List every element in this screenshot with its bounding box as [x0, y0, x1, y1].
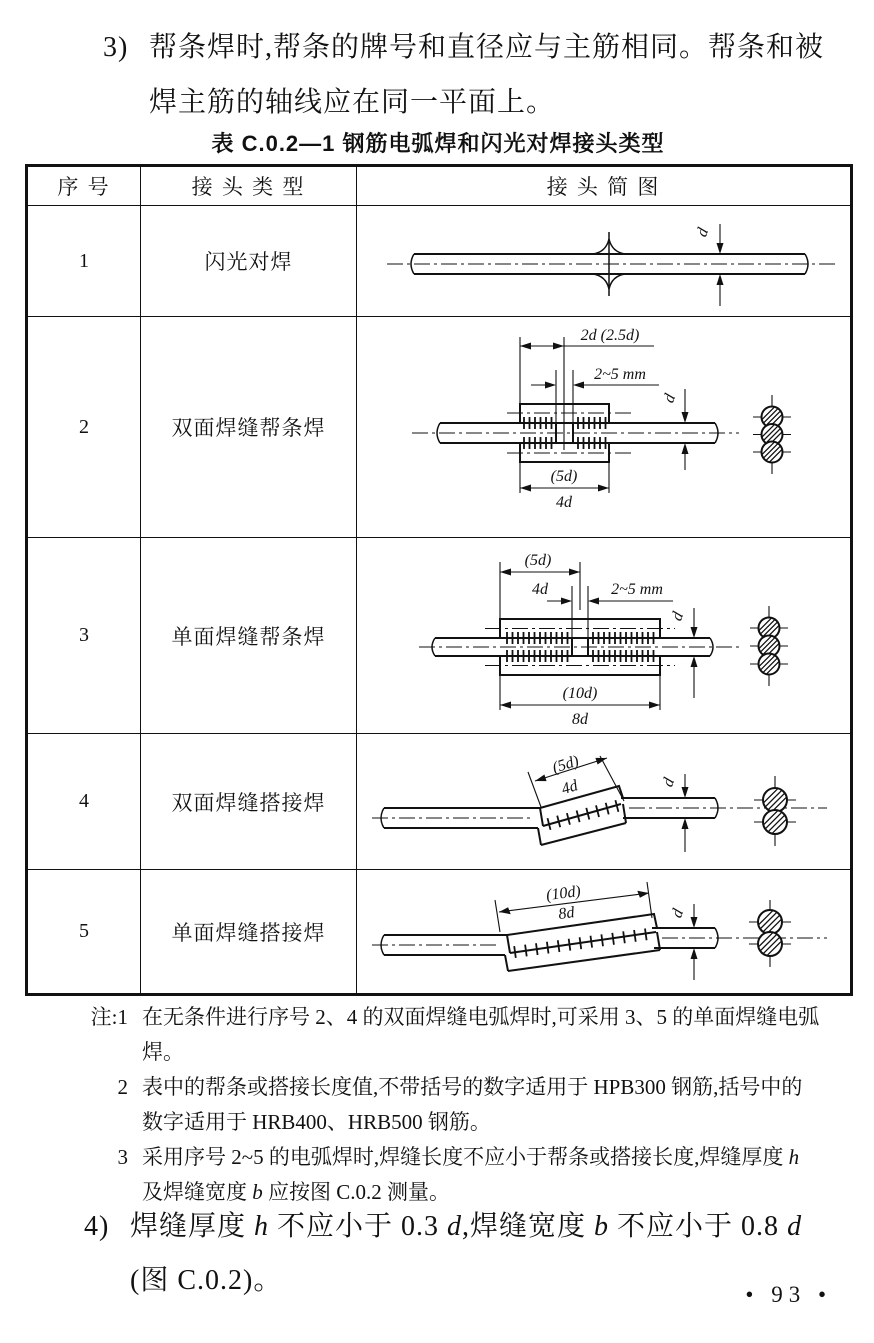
item-4-text [130, 1200, 850, 1308]
diagram-single-side-strap-weld [357, 538, 850, 733]
label-bottom-length: 8d [572, 711, 588, 728]
joint-diagram-cell [357, 317, 852, 538]
note-text-segment: 及焊缝宽度 [142, 1180, 253, 1204]
table-row [27, 206, 852, 317]
bottom-length-dimension [520, 462, 609, 511]
list-marker: 4) [84, 1211, 110, 1242]
intro-item-3 [103, 20, 824, 130]
note-text-segment: 应按图 C.0.2 测量。 [262, 1180, 451, 1204]
var-b: b [252, 1180, 263, 1204]
note-item [62, 1070, 822, 1140]
label-bottom-length-paren: (5d) [550, 468, 578, 485]
label-lap-length-paren: (5d) [550, 752, 581, 777]
joint-diagram-cell [357, 870, 852, 995]
intro-line-1: 帮条焊时,帮条的牌号和直径应与主筋相同。帮条和被 [149, 32, 825, 63]
text-segment: 不应小于 0.8 [609, 1211, 788, 1242]
col-header-type: 接 头 类 型 [141, 166, 357, 206]
text-segment: 焊缝厚度 [130, 1211, 255, 1242]
weld-ticks [524, 417, 606, 449]
lap-joint [538, 786, 626, 845]
label-diameter: d [659, 775, 679, 790]
label-gap: 2~5 mm [611, 581, 663, 598]
item-4-paragraph [84, 1200, 850, 1308]
page-number: • 93 • [745, 1282, 832, 1307]
table-caption: 表 C.0.2—1 钢筋电弧焊和闪光对焊接头类型 [211, 131, 665, 156]
var-d: d [787, 1211, 803, 1242]
table-header-row [27, 166, 852, 206]
row-number-cell: 3 [27, 538, 141, 734]
diameter-dimension [660, 389, 688, 470]
lap-joint [505, 914, 660, 971]
joint-type-cell: 闪光对焊 [141, 206, 357, 317]
rebar-cross-section-icon [754, 776, 796, 846]
var-b: b [594, 1211, 610, 1242]
diagram-flash-butt-weld [357, 206, 850, 316]
diagram-double-side-lap-weld [357, 734, 850, 869]
gap-dimension [547, 581, 673, 638]
diameter-dimension [659, 774, 688, 852]
label-diameter: d [668, 906, 688, 921]
list-marker: 3) [103, 32, 129, 63]
label-diameter: d [668, 609, 688, 624]
text-segment: 不应小于 0.3 [269, 1211, 448, 1242]
row-number-cell: 1 [27, 206, 141, 317]
col-header-no: 序 号 [27, 166, 141, 206]
joint-types-table [25, 164, 853, 996]
note-text: 表中的帮条或搭接长度值,不带括号的数字适用于 HPB300 钢筋,括号中的数字适用于 HRB400、HRB500 钢筋。 [142, 1075, 803, 1134]
row-number-cell: 5 [27, 870, 141, 995]
joint-type-cell: 单面焊缝搭接焊 [141, 870, 357, 995]
intro-line-2: 焊主筋的轴线应在同一平面上。 [149, 87, 556, 118]
label-top-length-paren: (5d) [524, 552, 552, 569]
note-item [62, 1000, 822, 1070]
notes-block [62, 1000, 822, 1210]
rebar [381, 928, 718, 955]
var-h: h [254, 1211, 270, 1242]
label-lap-length-paren: (10d) [545, 882, 582, 905]
joint-type-cell: 双面焊缝搭接焊 [141, 734, 357, 870]
table-row [27, 734, 852, 870]
label-gap: 2~5 mm [594, 366, 646, 383]
joint-type-cell: 双面焊缝帮条焊 [141, 317, 357, 538]
rebar-cross-section-icon [750, 606, 788, 686]
note-marker: 2 [117, 1075, 128, 1099]
label-bottom-length-paren: (10d) [562, 685, 598, 702]
joint-diagram-cell [357, 206, 852, 317]
label-diameter: d [660, 391, 680, 406]
item-4-line-1 [130, 1200, 850, 1254]
gap-dimension [531, 366, 659, 423]
var-d: d [447, 1211, 463, 1242]
row-number-cell: 4 [27, 734, 141, 870]
top-length-dimension [520, 327, 654, 450]
note-text: 在无条件进行序号 2、4 的双面焊缝电弧焊时,可采用 3、5 的单面焊缝电弧焊。 [142, 1005, 820, 1064]
var-h: h [788, 1145, 800, 1169]
label-top-length: 2d (2.5d) [580, 327, 640, 344]
label-lap-length: 8d [557, 904, 576, 923]
rebar-cross-section-icon [749, 900, 791, 967]
col-header-diagram: 接 头 简 图 [357, 166, 852, 206]
text-segment: ,焊缝宽度 [462, 1211, 595, 1242]
label-diameter: d [693, 225, 713, 240]
joint-type-cell: 单面焊缝帮条焊 [141, 538, 357, 734]
item-4-line-2: (图 C.0.2)。 [130, 1265, 283, 1296]
diameter-dimension [668, 608, 697, 698]
joint-diagram-cell [357, 538, 852, 734]
label-lap-length: 4d [559, 777, 580, 799]
diameter-dimension [693, 224, 723, 306]
table-row [27, 317, 852, 538]
note-text-segment: 采用序号 2~5 的电弧焊时,焊缝长度不应小于帮条或搭接长度,焊缝厚度 [142, 1145, 789, 1169]
joint-diagram-cell [357, 734, 852, 870]
top-length-dimension [500, 552, 580, 619]
diagram-single-side-lap-weld [357, 870, 850, 993]
label-bottom-length: 4d [556, 494, 572, 511]
weld-ticks [514, 929, 646, 958]
intro-text [149, 20, 824, 130]
rebar-cross-section-icon [753, 395, 791, 474]
diagram-double-side-strap-weld [357, 317, 850, 537]
label-top-length: 4d [532, 581, 548, 598]
table-row [27, 538, 852, 734]
row-number-cell: 2 [27, 317, 141, 538]
note-marker: 注:1 [90, 1005, 128, 1029]
bottom-length-dimension [500, 675, 660, 728]
diameter-dimension [668, 904, 697, 980]
table-row [27, 870, 852, 995]
note-marker: 3 [117, 1145, 128, 1169]
